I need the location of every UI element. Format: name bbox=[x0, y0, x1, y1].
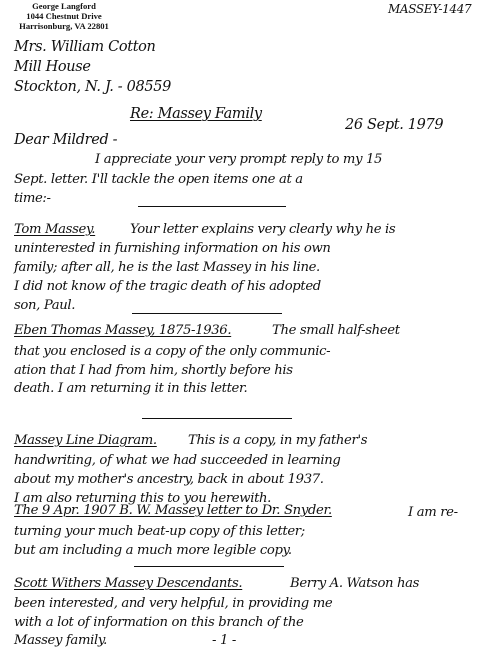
divider-rule bbox=[142, 418, 292, 419]
section-3-line-4: I am also returning this to you herewith. bbox=[14, 491, 272, 506]
section-heading-tom-massey: Tom Massey. bbox=[14, 222, 96, 237]
section-1-line-1: Your letter explains very clearly why he is bbox=[130, 222, 396, 237]
divider-rule bbox=[132, 313, 282, 314]
section-1-line-2: uninterested in furnishing information on his own bbox=[14, 241, 331, 256]
section-2-line-4: death. I am returning it in this letter. bbox=[14, 381, 248, 396]
section-3-line-3: about my mother's ancestry, back in about 1937. bbox=[14, 472, 324, 487]
salutation: Dear Mildred - bbox=[14, 132, 118, 148]
section-4-line-1: I am re- bbox=[408, 505, 458, 520]
section-heading-eben-thomas-massey: Eben Thomas Massey, 1875-1936. bbox=[14, 323, 232, 338]
section-2-line-3: ation that I had from him, shortly before his bbox=[14, 363, 293, 378]
intro-line-2: Sept. letter. I'll tackle the open items one at a bbox=[14, 172, 303, 187]
intro-line-1: I appreciate your very prompt reply to my 15 bbox=[95, 152, 383, 167]
file-code: MASSEY-1447 bbox=[388, 2, 472, 16]
subject-line: Re: Massey Family bbox=[130, 106, 262, 122]
section-heading-massey-letter-1907: The 9 Apr. 1907 B. W. Massey letter to Dr. Snyder. bbox=[14, 503, 332, 518]
recipient-line-2: Mill House bbox=[14, 59, 91, 75]
section-5-line-4: Massey family. bbox=[14, 633, 108, 648]
letter-date: 26 Sept. 1979 bbox=[345, 117, 444, 133]
section-5-line-2: been interested, and very helpful, in providing me bbox=[14, 596, 333, 611]
section-3-line-1: This is a copy, in my father's bbox=[188, 433, 368, 448]
section-2-line-1: The small half-sheet bbox=[272, 323, 400, 338]
section-1-line-4: I did not know of the tragic death of his adopted bbox=[14, 279, 321, 294]
sender-street: 1044 Chestnut Drive bbox=[26, 11, 102, 21]
section-4-line-3: but am including a much more legible copy. bbox=[14, 543, 292, 558]
intro-line-3: time:- bbox=[14, 191, 51, 206]
divider-rule bbox=[134, 566, 284, 567]
recipient-name: Mrs. William Cotton bbox=[14, 39, 156, 55]
section-3-line-2: handwriting, of what we had succeeded in learning bbox=[14, 453, 341, 468]
section-heading-scott-withers-massey: Scott Withers Massey Descendants. bbox=[14, 576, 243, 591]
section-4-line-2: turning your much beat-up copy of this letter; bbox=[14, 524, 305, 539]
section-1-line-5: son, Paul. bbox=[14, 298, 76, 313]
section-2-line-2: that you enclosed is a copy of the only communic- bbox=[14, 344, 331, 359]
sender-name: George Langford bbox=[32, 1, 96, 11]
section-heading-massey-line-diagram: Massey Line Diagram. bbox=[14, 433, 157, 448]
section-5-line-3: with a lot of information on this branch of the bbox=[14, 615, 304, 630]
section-1-line-3: family; after all, he is the last Massey in his line. bbox=[14, 260, 320, 275]
letterhead bbox=[14, 1, 114, 31]
divider-rule bbox=[138, 206, 286, 207]
recipient-line-3: Stockton, N. J. - 08559 bbox=[14, 79, 171, 95]
section-5-line-1: Berry A. Watson has bbox=[290, 576, 420, 591]
sender-city: Harrisonburg, VA 22801 bbox=[19, 21, 109, 31]
page-number: - 1 - bbox=[212, 633, 236, 648]
